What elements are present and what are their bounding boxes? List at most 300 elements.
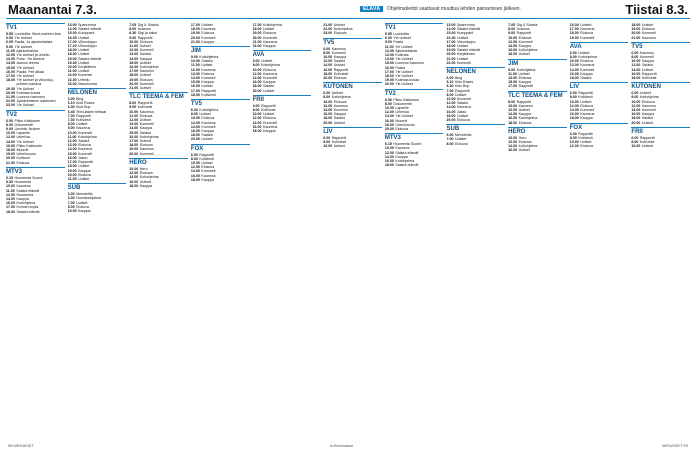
program-time: 10.00 [508, 35, 518, 40]
program-title: Kotiohjelma [518, 48, 538, 53]
program-time: 20.00 [190, 35, 200, 40]
program-title: Yle Uutiset [395, 114, 413, 119]
program-time: 17.00 [129, 69, 139, 74]
program-title: Menoteltis [454, 133, 472, 138]
program-title: Kauneus [456, 105, 472, 110]
program-time: 18.00 [631, 116, 641, 121]
program-title: Kauppa [641, 59, 655, 64]
program-time: 11.00 [67, 134, 77, 139]
program-time: 18.00 [323, 116, 333, 121]
program-title: Huomenta [14, 180, 32, 185]
program-time: 14.00 [384, 114, 394, 119]
program-title: Kauneus [201, 173, 216, 178]
program-time: 17.20 [67, 44, 77, 49]
listing-column [6, 21, 65, 439]
listing-columns [6, 21, 690, 439]
program-time: 14.00 [190, 76, 200, 81]
listing-column [191, 21, 250, 439]
program-title: Kummeli [78, 130, 93, 135]
program-time: 16.00 [384, 159, 394, 164]
program-title: Kummeli [201, 35, 216, 40]
program-title: Kotiohjelma [77, 134, 97, 139]
program-time: 11.00 [129, 113, 139, 118]
program-time: 9.00 [67, 126, 75, 131]
channel-name: TV5 [631, 42, 690, 51]
program-time: 18.00 [508, 120, 518, 125]
program-time: 17.00 [508, 84, 518, 89]
program-time: 16.00 [569, 71, 579, 76]
program-title: Uutiset [78, 164, 90, 169]
channel-block [385, 133, 444, 167]
program-time: 18.00 [384, 163, 394, 168]
program-time: 16.00 [569, 23, 579, 27]
program-time: 15.00 [190, 80, 200, 85]
program-time: 14.00 [67, 27, 77, 32]
program-title: Uutiset [78, 176, 90, 181]
program-time: 14.00 [129, 175, 139, 180]
program-time: 13.00 [67, 143, 77, 148]
program-title: Uutiset [263, 112, 275, 117]
program-title: Kauneus [518, 103, 533, 108]
program-time: 15.00 [6, 65, 15, 70]
program-title: Kauneus [641, 35, 657, 40]
program-title: Kotiviesti [199, 156, 214, 161]
listing-column [570, 21, 629, 439]
program-title: Kauppa [580, 116, 593, 121]
program-title: Kummeli [139, 48, 154, 53]
program-time: 20.00 [384, 127, 394, 132]
program-time: 7.05 [508, 23, 516, 27]
program-time: 18.00 [631, 76, 641, 81]
program-title: Rapportti [261, 103, 276, 108]
program-title: Ajankohtainen kakkonen [16, 99, 56, 104]
program-time: 6.00 [323, 135, 331, 140]
program-title: Kauneus [331, 46, 346, 51]
program-time: 19.00 [446, 48, 456, 53]
program-title: Kauppa [78, 208, 91, 213]
program-title: Spanrroma [78, 23, 96, 27]
program-time: 14.00 [631, 108, 641, 113]
program-title: Elokuva [333, 76, 347, 81]
program-time: 9.00 [384, 40, 392, 45]
program-time: 6.00 [384, 36, 392, 41]
program-title: Kummeli [331, 50, 346, 55]
channel-block [323, 38, 382, 81]
program-time: 16.00 [6, 69, 15, 74]
program-time: 10.00 [323, 99, 333, 104]
channel-block [129, 92, 188, 156]
program-title: Elokuva [76, 204, 89, 209]
program-title: Digi ja kaksi [137, 31, 157, 36]
program-time: 15.00 [67, 151, 77, 156]
channel-name: JIM [191, 46, 250, 55]
program-title: Kummeli [263, 35, 278, 40]
program-time: 20.00 [323, 120, 333, 125]
program-time: 15.00 [508, 80, 518, 85]
page-footer [0, 440, 696, 450]
program-title: Kummeli [639, 55, 654, 60]
page-header [0, 0, 696, 22]
program-time: 9.00 [508, 31, 516, 36]
program-title: Uutiset [454, 137, 467, 142]
program-title: Salatut elämät [16, 188, 40, 193]
listing-column [385, 21, 444, 439]
program-entry [446, 118, 505, 122]
program-time: 10.00 [569, 140, 579, 145]
program-title: Yle Uutiset [16, 139, 34, 144]
program-time: 18.00 [129, 73, 139, 78]
program-title: Uutiset [580, 140, 592, 145]
program-title: Kummeli [580, 67, 595, 72]
program-title: Uutiset [641, 67, 654, 72]
program-title: Kauneus [16, 184, 31, 189]
program-time: 6.00 [446, 133, 454, 138]
program-time: 18.00 [129, 143, 139, 148]
program-entry [446, 142, 505, 146]
program-title: Salatut elämät [456, 27, 480, 32]
program-title: Kotiviesti [333, 71, 349, 76]
program-title: Kotiviesti [578, 95, 593, 100]
program-time: 6.40 [67, 109, 75, 114]
program-time: 21.00 [446, 56, 456, 61]
program-time: 13.00 [129, 52, 139, 57]
program-title: Kauppa [641, 112, 655, 117]
program-time: 8.00 [508, 99, 516, 104]
program-title: Kotiohjelma [331, 95, 351, 100]
program-time: 22.00 [6, 99, 15, 104]
program-time: 15.00 [67, 31, 77, 36]
program-time: 10.00 [190, 116, 200, 121]
program-time: 18.00 [569, 31, 579, 36]
program-time: 10.00 [129, 39, 139, 44]
program-title: Kauneus [201, 120, 216, 125]
program-title: Elokuva [395, 127, 409, 132]
program-title: Uutiset [333, 63, 345, 68]
program-time: 6.00 [252, 103, 260, 108]
program-time: 12.00 [190, 67, 200, 72]
program-time: 14.00 [384, 57, 394, 62]
program-title: Luonnon kauneus [395, 61, 424, 66]
program-time: 14.00 [446, 27, 456, 32]
program-title: Salatut elämät [78, 56, 102, 61]
program-time: 16.00 [67, 155, 77, 160]
program-time: 9.30 [6, 180, 13, 185]
channel-name: MTV3 [385, 133, 444, 142]
channel-block [129, 158, 188, 188]
program-time: 18.00 [67, 164, 77, 169]
program-time: 13.00 [384, 53, 394, 58]
program-title: Uutiset [456, 113, 469, 118]
program-time: 16.00 [446, 109, 456, 114]
listing-column [631, 21, 690, 439]
program-entry [631, 76, 690, 80]
program-time: 11.00 [6, 188, 15, 193]
program-time: 21.00 [67, 69, 77, 74]
program-title: Kotimaa [395, 53, 409, 58]
channel-name: TV2 [385, 89, 444, 98]
program-time: 18.00 [446, 44, 456, 49]
program-title: Uutiset [578, 50, 590, 55]
program-time: 21.00 [252, 39, 262, 44]
program-title: Salatut [641, 63, 654, 68]
program-time: 21.00 [631, 35, 641, 40]
program-time: 16.30 [67, 35, 77, 40]
channel-block [323, 23, 382, 36]
program-time: 10.00 [129, 109, 139, 114]
program-title: Kauppa [201, 129, 214, 134]
program-title: Kauppa [518, 112, 532, 117]
program-title: Salatut [580, 76, 592, 81]
program-time: 13.00 [6, 57, 15, 62]
program-title: Kauneus [263, 124, 278, 129]
program-title: Elokuva [518, 76, 532, 81]
channel-name: JIM [508, 59, 567, 68]
program-title: Kotiohjelma [139, 175, 159, 180]
program-time: 12.00 [384, 110, 394, 115]
program-title: Rapportti [333, 67, 349, 72]
program-time: 12.00 [569, 103, 579, 108]
program-time: 18.00 [569, 76, 579, 81]
program-time: 10.00 [252, 112, 262, 117]
program-title: Uutiset [639, 91, 652, 96]
program-title: Elokuva [333, 99, 347, 104]
program-title: Kauppa [139, 126, 153, 131]
program-time: 15.00 [129, 60, 139, 65]
program-time: 12.00 [384, 48, 394, 53]
program-title: Kummeli [580, 108, 595, 113]
program-title: Elokuva [456, 118, 470, 123]
program-time: 8.00 [631, 95, 639, 100]
program-entry [570, 116, 629, 120]
program-time: 14.00 [631, 67, 641, 72]
program-title: Huomenta Suomi [14, 175, 43, 180]
listing-column [253, 21, 312, 439]
program-title: Elokuva [580, 144, 594, 149]
channel-block [191, 23, 250, 44]
program-time: 6.00 [569, 50, 577, 55]
program-time: 6.00 [67, 192, 75, 197]
program-time: 23.00 [6, 103, 15, 108]
program-title: Yle Uutiset ja urheilu [16, 53, 50, 58]
channel-block [68, 23, 127, 86]
program-time: 22.00 [446, 60, 456, 65]
channel-name: MTV3 [6, 167, 65, 176]
program-time: 20.00 [323, 76, 333, 81]
program-title: Elokuva [139, 113, 153, 118]
program-title: Salatut elämät [16, 209, 40, 214]
program-time: 12.00 [190, 165, 200, 170]
program-title: Urheilua [16, 135, 30, 140]
program-time: 16.00 [631, 71, 641, 76]
program-title: Uutiset [139, 86, 151, 91]
program-title: Uutiset [641, 23, 654, 27]
program-title: Uutiset [139, 118, 151, 123]
program-time: 16.00 [631, 112, 641, 117]
program-title: Uutiset [518, 148, 530, 153]
program-entry [191, 137, 250, 141]
program-time: 10.00 [569, 99, 579, 104]
program-title: Kauneus [201, 27, 216, 32]
program-time: 14.00 [508, 144, 518, 149]
program-title: Kummeli [641, 108, 656, 113]
program-title: Kauppa [518, 80, 532, 85]
program-title: Hero [139, 166, 148, 171]
program-time: 6.00 [6, 36, 13, 41]
program-time: 17.00 [569, 27, 579, 32]
program-time: 16.00 [508, 48, 518, 53]
program-time: 17.00 [6, 74, 15, 79]
program-title: Kerjäläinen [78, 65, 97, 70]
program-time: 17.00 [67, 160, 77, 165]
program-time: 14.00 [323, 63, 333, 68]
program-title: Kummeli [201, 169, 216, 174]
program-time: 8.00 [67, 122, 75, 127]
channel-block [385, 89, 444, 132]
program-title: Kauneus [263, 39, 278, 44]
program-title: Uutiset [139, 179, 151, 184]
program-entry [631, 121, 690, 125]
channel-block [570, 82, 629, 120]
program-title: Kotiviesti [578, 135, 593, 140]
program-time: 9.00 [6, 127, 13, 132]
program-time: 18.00 [384, 122, 394, 127]
channel-block [385, 23, 444, 87]
program-title: Viikonloppu [78, 44, 97, 49]
right-page-title: Tiistai 8.3. [625, 2, 688, 17]
program-time: 16.00 [384, 118, 394, 123]
channel-block [508, 59, 567, 89]
program-time: 6.00 [631, 91, 639, 96]
program-title: Elokuva [201, 165, 215, 170]
program-title: Uutiset [454, 92, 467, 97]
program-title: Bing [454, 76, 463, 81]
program-title: Dokumentti [393, 101, 412, 106]
program-title: Uutiset [456, 44, 469, 49]
program-time: 20.00 [446, 52, 456, 57]
program-time: 20.00 [6, 156, 15, 161]
program-time: 17.00 [190, 23, 200, 27]
program-title: Kauppa [263, 129, 276, 134]
program-title: Rapportti [639, 135, 655, 140]
program-entry [253, 129, 312, 133]
program-title: Lapselle [16, 131, 30, 136]
program-time: 14.00 [252, 120, 262, 125]
program-time: 20.00 [384, 82, 394, 87]
program-title: Elokuva [518, 120, 532, 125]
program-title: Uutiset [139, 44, 151, 49]
left-page-number: 58 MENAISET [8, 443, 35, 448]
program-title: Kummeli [263, 76, 278, 81]
program-title: Elokuva [139, 77, 153, 82]
program-title: Urheiluruutu [16, 152, 37, 157]
program-entry [323, 144, 382, 148]
channel-name: HERO [129, 158, 188, 167]
program-title: Kotiohjelma [578, 55, 598, 60]
program-entry [508, 121, 567, 125]
channel-name: LIV [570, 82, 629, 91]
channel-block [446, 124, 505, 146]
program-time: 7.00 [67, 113, 75, 118]
channel-block [631, 23, 690, 40]
program-entry [323, 76, 382, 80]
program-title: Rapportti [516, 31, 532, 36]
program-time: 20.00 [631, 120, 641, 125]
program-time: 16.00 [190, 84, 200, 89]
program-title: Elokuva [16, 160, 30, 165]
channel-block [508, 127, 567, 153]
program-time: 16.00 [252, 124, 262, 129]
program-time: 16.00 [129, 134, 139, 139]
program-title: Yle Uutiset ja viikonlop-puheen kanava [16, 78, 54, 87]
program-entry [68, 177, 127, 181]
program-time: 10.00 [252, 67, 262, 72]
program-time: 9.00 [129, 105, 137, 110]
program-title: Elokuva [139, 171, 153, 176]
header-divider [6, 18, 690, 19]
listing-column [129, 21, 188, 439]
program-title: Elokuva [454, 141, 468, 146]
program-title: Kauneus [201, 67, 216, 72]
program-title: Yle Uutiset [395, 69, 413, 74]
program-entry [323, 31, 382, 35]
channel-block [253, 95, 312, 133]
program-title: Rapportti [137, 101, 153, 106]
program-time: 8.00 [190, 156, 198, 161]
program-time: 8.00 [569, 95, 577, 100]
listing-column [446, 21, 505, 439]
channel-name: FRII [253, 95, 312, 104]
program-time: 16.00 [508, 116, 518, 121]
program-time: 22.30 [67, 77, 77, 82]
program-entry [129, 152, 188, 156]
program-title: Luonnon kauneus [16, 95, 46, 100]
right-page-number: MENAISET 59 [662, 443, 688, 448]
program-title: Elokuva [641, 99, 655, 104]
program-title: Kauppa [201, 177, 214, 182]
program-time: 7.05 [129, 23, 137, 27]
program-title: Kotiviesti [201, 92, 216, 97]
program-time: 14.00 [508, 44, 518, 49]
program-time: 5.55 [384, 32, 392, 36]
channel-name: FOX [191, 144, 250, 153]
program-title: Uutiset [263, 27, 275, 32]
channel-name: TV2 [6, 110, 65, 119]
program-title: Uutiset [76, 200, 88, 205]
program-title: Kauppa [333, 112, 347, 117]
program-title: Uutiset [580, 99, 592, 104]
program-entry [68, 82, 127, 86]
program-time: 10.00 [67, 208, 77, 213]
channel-name: TV5 [191, 99, 250, 108]
channel-block [570, 23, 629, 40]
program-title: Uutiset [201, 161, 213, 166]
channel-block [631, 127, 690, 149]
program-time: 10.00 [631, 144, 641, 149]
program-time: 17.00 [6, 205, 15, 210]
program-time: 6.15 [384, 142, 392, 147]
program-title: Pasila: Peli alkaa [16, 69, 44, 74]
program-time: 18.00 [252, 129, 262, 134]
program-title: Ajankohtaista [395, 48, 417, 53]
program-time: 13.00 [129, 122, 139, 127]
program-time: 6.00 [384, 97, 392, 102]
program-time: 21.00 [129, 86, 139, 91]
channel-name: HERO [508, 127, 567, 136]
program-time: 22.00 [252, 44, 262, 49]
program-entry [191, 93, 250, 97]
program-title: Avaruus [137, 27, 151, 32]
program-time: 6.00 [323, 91, 331, 96]
